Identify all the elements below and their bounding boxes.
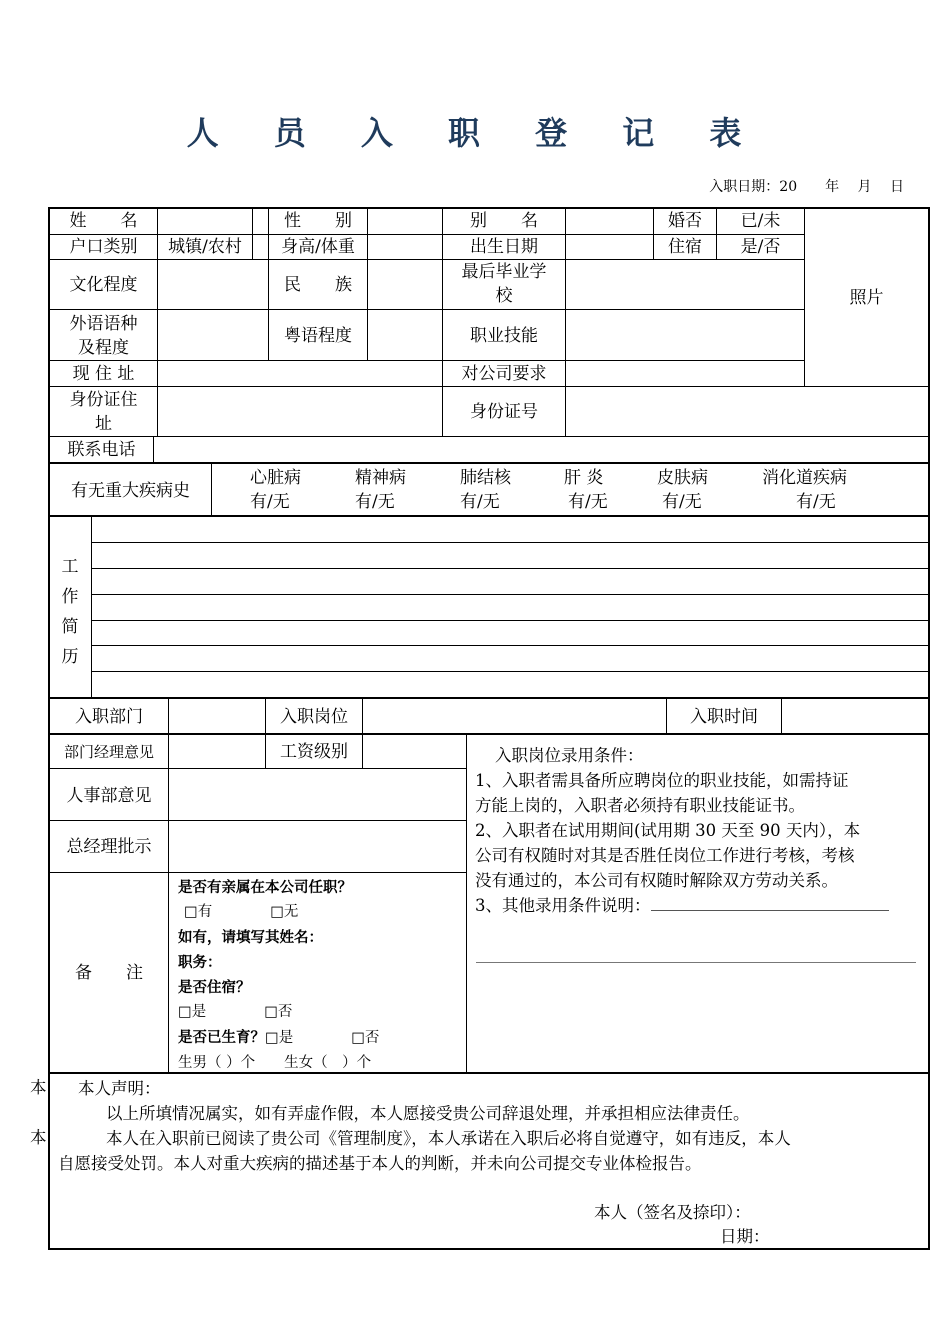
label-remarks: 备 注 <box>75 963 143 983</box>
q-relative-name: 如有，请填写其姓名： <box>178 929 323 946</box>
label-alias: 别 名 <box>470 211 538 231</box>
declaration-heading: 本人声明： <box>78 1079 161 1098</box>
signature-date[interactable]: 日期： <box>720 1227 770 1246</box>
disease-skin: 皮肤病 有/无 <box>657 468 708 512</box>
label-gm-approval: 总经理批示 <box>66 837 152 857</box>
label-education: 文化程度 <box>69 275 138 295</box>
page-title: 人 员 入 职 登 记 表 <box>186 114 764 152</box>
q-relatives-options[interactable]: □有 □无 <box>184 904 299 920</box>
label-hukou: 户口类别 <box>69 237 138 257</box>
hiring-conditions: 入职岗位录用条件： 1、入职者需具备所应聘岗位的职业技能，如需持证 方能上岗的，入职者必须持有职业技能证书。 2、入职者在试用期间(试用期 30 天至 90 天内），本 公司有权随时对其是否胜任岗位工作进行考核，考核 没有通过的，本公司有权随时解除双方劳动关系。 3、其他录用条件说明： <box>475 743 889 918</box>
label-manager-opinion: 部门经理意见 <box>63 743 154 761</box>
disease-tb: 肺结核 有/无 <box>460 468 511 512</box>
disease-digestive: 消化道疾病 有/无 <box>762 468 847 512</box>
signature-label[interactable]: 本人（签名及捺印）： <box>594 1203 751 1222</box>
disease-hepatitis: 肝 炎 有/无 <box>564 468 608 512</box>
declaration: 本人声明： 以上所填情况属实，如有弄虚作假，本人愿接受贵公司辞退处理，并承担相应法律责任。 本人在入职前已阅读了贵公司《管理制度》，本人承诺在入职后必将自觉遵守，如有违反，本人 自愿接受处罚。本人对重大疾病的描述基于本人的判断，并未向公司提交专业体检报告。 <box>60 1076 791 1176</box>
disease-heart: 心脏病 有/无 <box>250 468 301 512</box>
label-hr-opinion: 人事部意见 <box>66 786 152 806</box>
margin-char-2: 本 <box>30 1128 47 1147</box>
label-company-requirement: 对公司要求 <box>461 364 547 384</box>
label-id-address: 身份证住 址 <box>69 390 138 434</box>
entry-date-line: 入职日期：20 年 月 日 <box>709 179 904 195</box>
label-id-number: 身份证号 <box>470 402 538 422</box>
input-name[interactable] <box>158 209 267 234</box>
label-entry-time: 入职时间 <box>690 707 758 727</box>
label-position: 入职岗位 <box>280 707 348 727</box>
label-address: 现 住 址 <box>72 364 135 384</box>
label-height-weight: 身高/体重 <box>281 237 355 257</box>
label-phone: 联系电话 <box>67 440 136 460</box>
hukou-options[interactable]: 城镇/农村 <box>168 237 242 257</box>
label-dept: 入职部门 <box>75 707 143 727</box>
conditions-extra-line[interactable] <box>476 962 916 963</box>
label-cantonese: 粤语程度 <box>284 326 352 346</box>
q-lodging-options[interactable]: □是 □否 <box>178 1004 293 1020</box>
label-language: 外语语种 及程度 <box>69 314 138 358</box>
margin-char-1: 本 <box>30 1078 47 1097</box>
declaration-p2: 本人在入职前已阅读了贵公司《管理制度》，本人承诺在入职后必将自觉遵守，如有违反，本人 <box>106 1129 791 1148</box>
q-position: 职务： <box>178 954 222 971</box>
label-disease: 有无重大疾病史 <box>71 481 190 501</box>
input-alias[interactable] <box>566 209 653 234</box>
label-skills: 职业技能 <box>470 326 538 346</box>
q-lodging: 是否住宿？ <box>178 979 251 996</box>
label-salary-level: 工资级别 <box>280 742 348 762</box>
q-children: 是否已生育？□是 □否 <box>178 1029 380 1046</box>
disease-mental: 精神病 有/无 <box>355 468 406 512</box>
label-ethnicity: 民 族 <box>284 275 352 295</box>
q-relatives: 是否有亲属在本公司任职？ <box>178 879 352 896</box>
label-gender: 性 别 <box>284 211 352 231</box>
remarks-block <box>178 875 379 1076</box>
photo-box[interactable]: 照片 <box>849 288 884 308</box>
input-gender[interactable] <box>368 209 442 234</box>
label-lodging: 住宿 <box>668 237 702 257</box>
label-work-history: 工 作 简 历 <box>61 557 79 667</box>
marriage-options[interactable]: 已/未 <box>740 211 781 231</box>
label-birthday: 出生日期 <box>470 237 538 257</box>
lodging-options[interactable]: 是/否 <box>740 237 781 257</box>
q-children-count[interactable]: 生男（ ）个 生女（ ）个 <box>178 1055 372 1071</box>
label-school: 最后毕业学 校 <box>461 262 547 306</box>
label-marriage: 婚否 <box>668 211 702 231</box>
label-name: 姓 名 <box>69 211 138 231</box>
declaration-p1: 以上所填情况属实，如有弄虚作假，本人愿接受贵公司辞退处理，并承担相应法律责任。 <box>106 1104 750 1123</box>
